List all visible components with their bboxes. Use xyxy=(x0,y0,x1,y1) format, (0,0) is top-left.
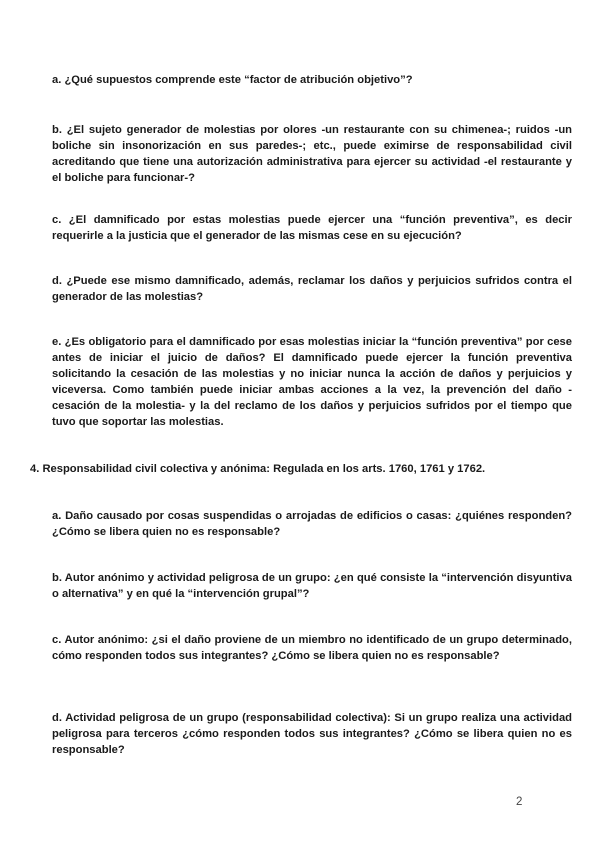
question-b: b. ¿El sujeto generador de molestias por olores -un restaurante con su chimenea-; ruidos -un boliche sin insonorización en sus paredes-; etc., puede eximirse de responsabilidad civil acreditando que tiene una autorización administrativa para ejercer su actividad -el restaurante y el boliche para funcionar-? xyxy=(52,124,572,184)
section-4-question-d: d. Actividad peligrosa de un grupo (responsabilidad colectiva): Si un grupo realiza una actividad peligrosa para terceros ¿cómo responden todos sus integrantes? ¿Cómo se libera quien no es responsable? xyxy=(52,712,572,756)
section-4-question-b: b. Autor anónimo y actividad peligrosa de un grupo: ¿en qué consiste la “intervención disyuntiva o alternativa” y en qué la “intervención grupal”? xyxy=(52,572,572,600)
section-4-question-a: a. Daño causado por cosas suspendidas o arrojadas de edificios o casas: ¿quiénes responden? ¿Cómo se libera quien no es responsable? xyxy=(52,510,572,538)
section-4-question-c: c. Autor anónimo: ¿si el daño proviene de un miembro no identificado de un grupo determinado, cómo responden todos sus integrantes? ¿Cómo se libera quien no es responsable? xyxy=(52,634,572,662)
question-e: e. ¿Es obligatorio para el damnificado por esas molestias iniciar la “función preventiva” por cese antes de iniciar el juicio de daños? El damnificado puede ejercer la función preventiva solicitando la cesación de las molestias y no iniciar nunca la acción de daños y perjuicios y viceversa. Como también puede iniciar ambas acciones a la vez, la prevención del daño -cesación de la molestia- y la del reclamo de los daños y perjuicios sufridos por el tiempo que tuvo que soportar las molestias. xyxy=(52,336,572,428)
section-4-heading: 4. Responsabilidad civil colectiva y anónima: Regulada en los arts. 1760, 1761 y 1762. xyxy=(30,463,486,475)
question-d: d. ¿Puede ese mismo damnificado, además, reclamar los daños y perjuicios sufridos contra el generador de las molestias? xyxy=(52,275,572,303)
question-a: a. ¿Qué supuestos comprende este “factor de atribución objetivo”? xyxy=(52,74,413,86)
page-number: 2 xyxy=(516,796,523,808)
question-c: c. ¿El damnificado por estas molestias puede ejercer una “función preventiva”, es decir requerirle a la justicia que el generador de las mismas cese en su ejecución? xyxy=(52,214,572,242)
